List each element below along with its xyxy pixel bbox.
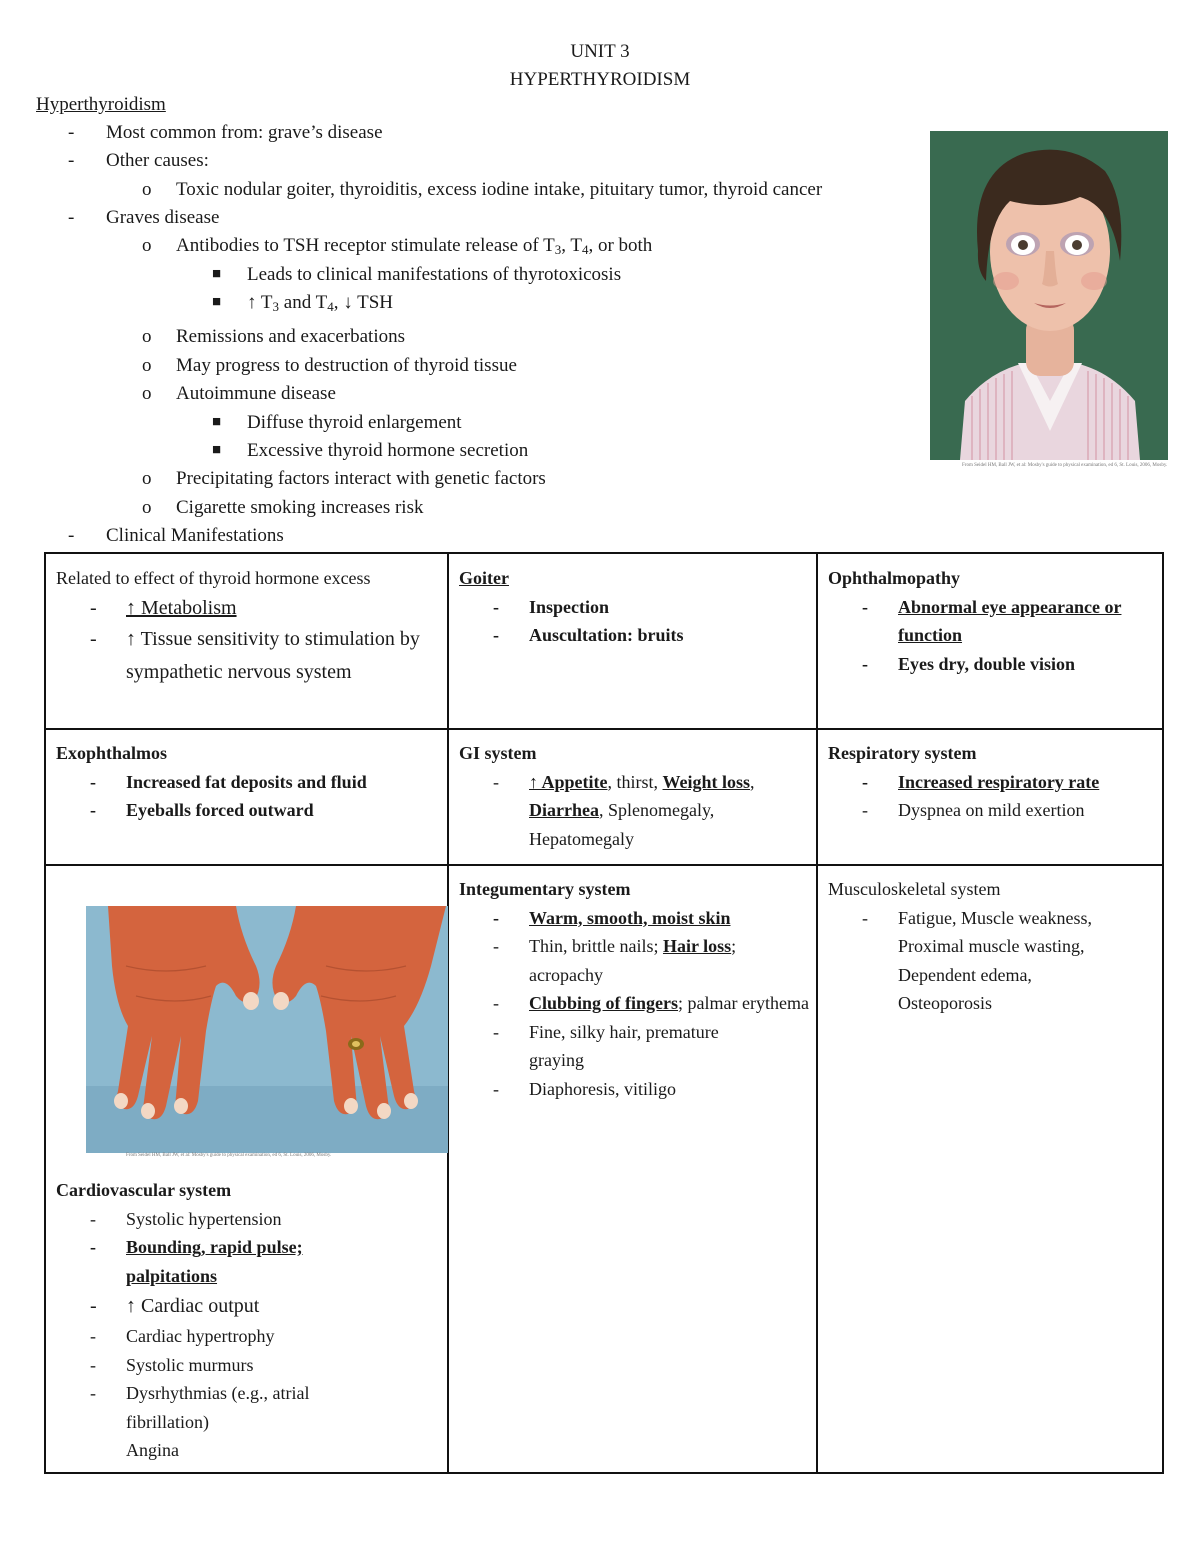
cell-title: Exophthalmos: [56, 743, 168, 763]
table-divider: [816, 554, 818, 1472]
cell-title: Respiratory system: [828, 743, 977, 763]
clubbed-hands-photo: [86, 906, 448, 1153]
cell-title: Musculoskeletal system: [828, 879, 1001, 899]
exophthalmos-photo: [930, 131, 1168, 460]
cell-title: Cardiovascular system: [56, 1180, 232, 1200]
table-divider: [46, 728, 1162, 730]
circle-marker: o: [142, 497, 152, 518]
list-item: - Fatigue, Muscle weakness, Proximal muscle wasting, Dependent edema, Osteoporosis: [828, 904, 1148, 1018]
outline-text: Precipitating factors interact with genetic factors: [176, 468, 546, 489]
list-item: - Thin, brittle nails; Hair loss; acropachy: [459, 932, 814, 989]
hands-photo-credit: From Seidel HM, Ball JW, et al: Mosby's guide to physical examination, ed 6, St. Louis, 2006, Mosby.: [126, 1153, 332, 1158]
cell-musculoskeletal-system: [828, 875, 1148, 1018]
square-marker: ■: [212, 442, 222, 458]
dash-marker: -: [68, 150, 75, 171]
outline-text: Graves disease: [106, 207, 220, 228]
list-item: - Dysrhythmias (e.g., atrial fibrillation): [56, 1379, 441, 1436]
list-item: - Increased respiratory rate: [828, 768, 1158, 797]
list-item: - Dyspnea on mild exertion: [828, 796, 1158, 825]
outline-text: Clinical Manifestations: [106, 525, 284, 546]
cell-title: Goiter: [459, 568, 509, 588]
circle-marker: o: [142, 383, 152, 404]
cell-title: GI system: [459, 743, 537, 763]
cell-goiter: [459, 564, 814, 650]
list-item: - Warm, smooth, moist skin: [459, 904, 814, 933]
outline-text: Remissions and exacerbations: [176, 326, 406, 347]
list-item: - Cardiac hypertrophy: [56, 1322, 441, 1351]
cell-respiratory-system: [828, 739, 1158, 825]
cell-thyroid-hormone-excess: [56, 564, 441, 689]
square-marker: ■: [212, 294, 222, 310]
list-item: - Systolic hypertension: [56, 1205, 441, 1234]
outline-text: Antibodies to TSH receptor stimulate release of $T_3$, $T_4$, or both: [176, 235, 653, 257]
square-marker: ■: [212, 266, 222, 282]
list-item: - Systolic murmurs: [56, 1351, 441, 1380]
outline-text: Cigarette smoking increases risk: [176, 497, 424, 518]
list-item: - ↑ Appetite, thirst, Weight loss, Diarrhea, Splenomegaly, Hepatomegaly: [459, 768, 814, 854]
circle-marker: o: [142, 355, 152, 376]
cell-title: Related to effect of thyroid hormone excess: [56, 568, 371, 588]
cell-integumentary-system: [459, 875, 814, 1103]
outline-text: Leads to clinical manifestations of thyrotoxicosis: [247, 264, 622, 285]
page-title: HYPERTHYROIDISM: [509, 69, 691, 90]
list-item: - Increased fat deposits and fluid: [56, 768, 441, 797]
list-item: - Fine, silky hair, premature graying: [459, 1018, 814, 1075]
list-item: - Auscultation: bruits: [459, 621, 814, 650]
outline-text: Autoimmune disease: [176, 383, 336, 404]
dash-marker: -: [68, 207, 75, 228]
list-item: - ↑ Tissue sensitivity to stimulation by sympathetic nervous system: [56, 623, 441, 689]
cell-exophthalmos: [56, 739, 441, 825]
outline-text: Excessive thyroid hormone secretion: [247, 440, 529, 461]
list-item: - ↑ Metabolism: [56, 593, 441, 623]
cell-gi-system: [459, 739, 814, 853]
list-item: - Eyeballs forced outward: [56, 796, 441, 825]
list-item: - Eyes dry, double vision: [828, 650, 1153, 679]
circle-marker: o: [142, 326, 152, 347]
list-item: - Bounding, rapid pulse; palpitations: [56, 1233, 441, 1290]
dash-marker: -: [68, 122, 75, 143]
face-photo-credit: From Seidel HM, Ball JW, et al: Mosby's guide to physical examination, ed 6, St. Louis, 2006, Mosby.: [962, 463, 1168, 468]
circle-marker: o: [142, 468, 152, 489]
outline-text: May progress to destruction of thyroid tissue: [176, 355, 517, 376]
list-item: - Diaphoresis, vitiligo: [459, 1075, 814, 1104]
square-marker: ■: [212, 414, 222, 430]
cell-title: Integumentary system: [459, 879, 631, 899]
document-title-block: [0, 38, 1200, 94]
plain-item: Angina: [126, 1440, 179, 1460]
cell-title: Ophthalmopathy: [828, 568, 961, 588]
outline-text: ↑ $T_3$ and $T_4$, ↓ TSH: [247, 292, 394, 314]
unit-title: UNIT 3: [570, 41, 630, 62]
list-item: - Abnormal eye appearance or function: [828, 593, 1153, 650]
outline-text: Other causes:: [106, 150, 209, 171]
dash-marker: -: [68, 525, 75, 546]
circle-marker: o: [142, 235, 152, 256]
circle-marker: o: [142, 179, 152, 200]
cell-ophthalmopathy: [828, 564, 1153, 678]
table-divider: [46, 864, 1162, 866]
list-item: - Clubbing of fingers; palmar erythema: [459, 989, 814, 1018]
cell-cardiovascular-system: [56, 1176, 441, 1465]
outline-text: Toxic nodular goiter, thyroiditis, excess iodine intake, pituitary tumor, thyroid cancer: [176, 179, 823, 200]
section-heading: Hyperthyroidism: [36, 94, 166, 115]
outline-text: Most common from: grave’s disease: [106, 122, 383, 143]
list-item: - ↑ Cardiac output: [56, 1290, 441, 1322]
outline-text: Diffuse thyroid enlargement: [247, 412, 462, 433]
list-item: - Inspection: [459, 593, 814, 622]
